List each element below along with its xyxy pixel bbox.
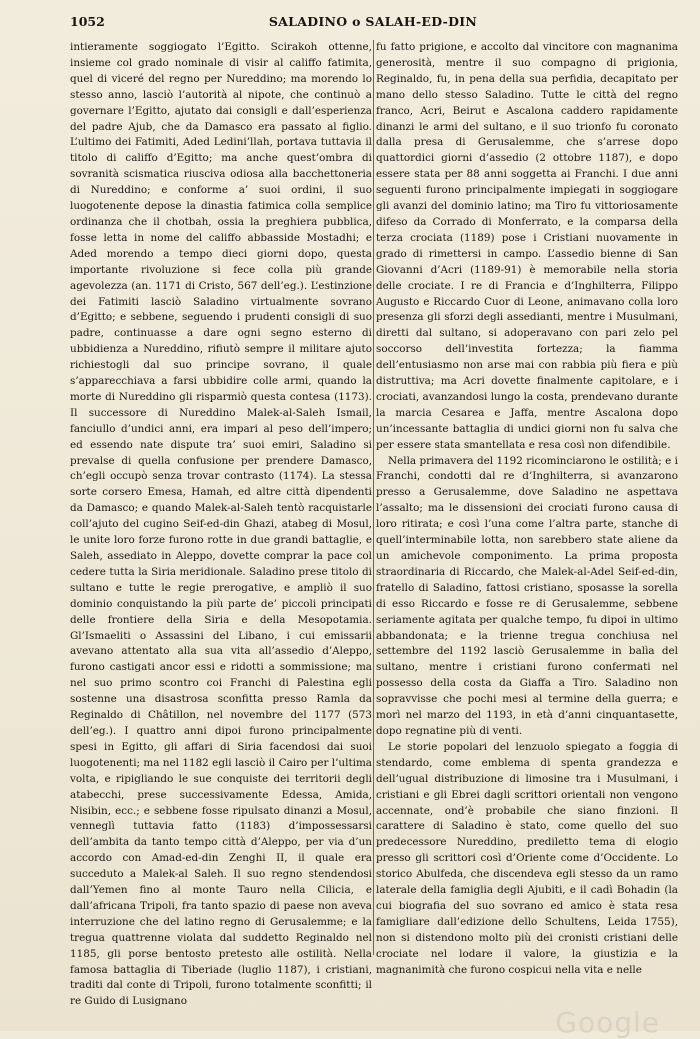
paragraph: fu fatto prigione, e accolto dal vincitore con magnanima generosità, mentre il suo compagno di prigionia, Reginaldo, fu, in pena della sua perfidia, decapitato per mano dello stesso Saladino. Tutte le città del regno franco, Acri, Beirut e Ascalona caddero rapidamente dinanzi le armi del sultano, e il suo trionfo fu coronato dalla presa di Gerusalemme, che s’arrese dopo quattordici giorni d’assedio (2 ottobre 1187), e dopo essere stata per 88 anni soggetta ai Franchi. I due anni seguenti furono principalmente impiegati in soggiogare gli avanzi del dominio latino; ma Tiro fu vittoriosamente difeso da Corrado di Monferrato, e la comparsa della terza crociata (1189) pose i Cristiani nuovamente in grado di rimettersi in campo. L’assedio bienne di San Giovanni d’Acri (1189-91) è memorabile nella storia delle crociate. I re di Francia e d’Inghilterra, Filippo Augusto e Riccardo Cuor di Leone, animavano colla loro presenza gli sforzi degli assedianti, mentre i Musulmani, diretti dal sultano, si adoperavano con pari zelo pel soccorso dell’investita fortezza; la fiamma dell’entusiasmo non arse mai con rabbia più fiera e più distruttiva; ma Acri dovette finalmente capitolare, e i crociati, avanzandosi lungo la costa, prendevano durante la marcia Cesarea e Jaffa, mentre Ascalona dopo un’incessante battaglia di undici giorni non fu salva che per essere stata smantellata e resa così non difendibile.	[376, 41, 678, 451]
paragraph: Le storie popolari del lenzuolo spiegato a foggia di stendardo, come emblema di spenta grandezza e dell’ugual distribuzione di limosine tra i Musulmani, i cristiani e gli Ebrei dagli scrittori orientali non vengono accennate, ond’è probabile che siano finzioni. Il carattere di Saladino è stato, come quello del suo predecessore Nureddino, prediletto tema di elogio presso gli scrittori così d’Oriente come d’Occidente. Lo storico Abulfeda, che discendeva egli stesso da un ramo laterale della famiglia degli Ajubiti, e il cadì Bohadin (la cui biografia del suo sovrano ed amico è stata resa famigliare dall’edizione dello Schultens, Leida 1755), non si distendono molto più dei cronisti cristiani delle crociate nel lodare il valore, la giustizia e la magnanimità che furono cospicui nella vita e nelle	[376, 740, 678, 976]
paragraph: intieramente soggiogato l’Egitto. Scirakoh ottenne, insieme col grado nominale di visir al califfo fatimita, quel di viceré del regno per Nureddino; ma morendo lo stesso anno, lasciò l’autorità al nipote, che continuò a governare l’Egitto, ajutato dai consigli e dall’esperienza del padre Ajub, che da Damasco era passato al figlio. L’ultimo dei Fatimiti, Aded Ledini’llah, portava tuttavia il titolo di califfo d’Egitto; ma anche quest’ombra di sovranità scismatica riusciva odiosa alla bacchettoneria di Nureddino; e conforme a’ suoi ordini, il suo luogotenente depose la dinastia fatimica colla semplice ordinanza che il chotbah, ossia la preghiera pubblica, fosse letta in nome del califfo abbasside Mostadhi; e Aded morendo a tempo dieci giorni dopo, questa importante rivoluzione si fece colla più grande agevolezza (an. 1171 di Cristo, 567 dell’eg.). L’estinzione dei Fatimiti lasciò Saladino virtualmente sovrano d’Egitto; e sebbene, seguendo i prudenti consigli di suo padre, continuasse a dare ogni segno esterno di ubbidienza a Nureddino, rifiutò sempre il militare ajuto richiestogli dal suo principe sovrano, il quale s’apparecchiava a farsi ubbidire colle armi, quando la morte di Nureddino gli risparmiò questa contesa (1173). Il successore di Nureddino Malek-al-Saleh Ismail, fanciullo d’undici anni, era impari al peso dell’impero; ed essendo nate dispute tra’ suoi emiri, Saladino si prevalse di quella confusione per prendere Damasco, ch’egli occupò senza trovar contrasto (1174). La stessa sorte corsero Emesa, Hamah, ed altre città dipendenti da Damasco; e quando Malek-al-Saleh tentò racquistarle coll’ajuto del cugino Seif-ed-din Ghazi, atabeg di Mosul, le unite loro forze furono rotte in due grandi battaglie, e Saleh, assediato in Aleppo, dovette comprar la pace col cedere tutta la Siria meridionale. Saladino prese titolo di sultano e tutte le regie prerogative, e ampliò il suo dominio conquistando la più parte de’ piccoli principati delle frontiere della Siria e della Mesopotamia. Gl’Ismaeliti o Assassini del Libano, i cui emissarii avevano attentato alla sua vita all’assedio d’Aleppo, furono castigati ancor essi e ridotti a sommissione; ma nel suo primo scontro coi Franchi di Palestina egli sostenne una disastrosa sconfitta presso Ramla da Reginaldo di Châtillon, nel novembre del 1177 (573 dell’eg.). I quattro anni dipoi furono principalmente spesi in Egitto, gli affari di Siria facendosi dai suoi luogotenenti; ma nel 1182 egli lasciò il Cairo per l’ultima volta, e ripigliando le sue conquiste dei territorii degli atabecchi, prese successivamente Edessa, Amida, Nisibin, ecc.; e sebbene fosse ripulsato dinanzi a Mosul, venneglì tuttavia fatto (1183) d’impossessarsi dell’ambita da tanto tempo città d’Aleppo, per via d’un accordo con Amad-ed-din Zenghi II, il quale era succeduto a Malek-al Saleh. Il suo regno stendendosi dall’Yemen fino al monte Tauro nella Cilicia, e dall’africana Tripoli, fra tanto spazio di paese non aveva interruzione che del latino regno di Gerusalemme; e la tregua quattrenne violata dal suddetto Reginaldo nel 1185, gli porse bentosto pretesto alle ostilità. Nella famosa battaglia di Tiberiade (luglio 1187), i cristiani, traditi dal conte di Tripoli, furono totalmente sconfitti; il re Guido di Lusignano	[70, 41, 372, 1008]
left-column	[70, 40, 372, 1008]
watermark: Google	[555, 1006, 660, 1039]
column-divider	[373, 40, 374, 955]
right-column	[376, 40, 678, 976]
page-number: 1052	[70, 14, 105, 29]
page-header	[70, 14, 676, 34]
running-title: SALADINO o SALAH-ED-DIN	[268, 14, 478, 29]
paragraph: Nella primavera del 1192 ricominciarono le ostilità; e i Franchi, condotti dal re d’Inghilterra, si avanzarono presso a Gerusalemme, dove Saladino ne aspettava l’assalto; ma le dissensioni dei crociati furono causa di loro ritirata; e così l’una come l’altra parte, stanche di quell’interminabile lotta, non sarebbero state aliene da un amichevole componimento. La prima proposta straordinaria di Riccardo, che Malek-al-Adel Seif-ed-din, fratello di Saladino, fattosi cristiano, sposasse la sorella di esso Riccardo e fosse re di Gerusalemme, sebbene seriamente agitata per qualche tempo, fu dipoi in ultimo abbandonata; e la triennе tregua conchiusa nel settembre del 1192 lasciò Gerusalemme in balìa del sultano, mentre i cristiani furono confermati nel possesso della costa da Giaffa a Tiro. Saladino non sopravvisse che pochi mesi al termine della guerra; e morì nel marzo del 1193, in età d’anni cinquantasette, dopo regnatine più di venti.	[376, 454, 678, 737]
